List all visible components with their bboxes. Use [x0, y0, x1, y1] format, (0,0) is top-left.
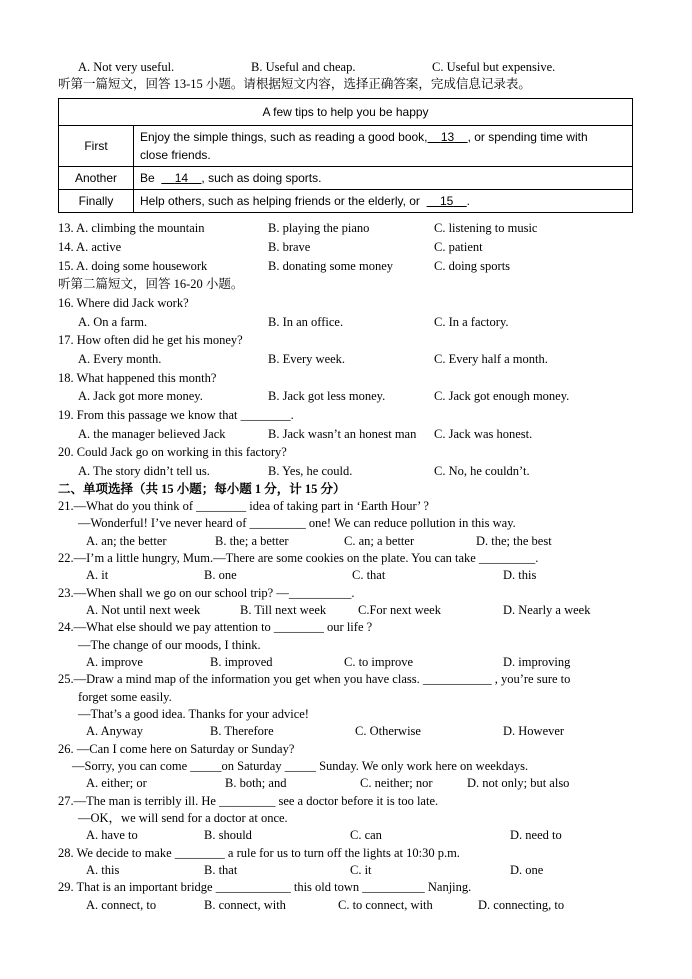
- q29-stem: 29. That is an important bridge ____________ this old town __________ Nanjing.: [58, 880, 472, 894]
- q18-option-b: B. Jack got less money.: [268, 389, 386, 403]
- table-row-label: Finally: [59, 190, 134, 213]
- q20-option-b: B. Yes, he could.: [268, 464, 353, 478]
- q19-option-b: B. Jack wasn’t an honest man: [268, 427, 417, 441]
- q24-stem: 24.—What else should we pay attention to ________ our life ?: [58, 620, 373, 634]
- listening-1-instructions: 听第一篇短文，回答 13-15 小题。请根据短文内容，选择正确答案，完成信息记录表。: [58, 77, 531, 91]
- q29-option-d: D. connecting, to: [478, 898, 565, 912]
- q23-option-c: C.For next week: [358, 603, 441, 617]
- q22-option-a: A. it: [86, 568, 109, 582]
- q27-option-a: A. have to: [86, 828, 138, 842]
- q25-stem-2: forget some easily.: [78, 690, 172, 704]
- q13-option-c: C. listening to music: [434, 221, 538, 235]
- q15-option-c: C. doing sports: [434, 259, 511, 273]
- table-row-content: [134, 126, 633, 167]
- table-row-content: [134, 190, 633, 213]
- row-text: Enjoy the simple things, such as reading a good book,: [140, 130, 428, 144]
- q17-stem: 17. How often did he get his money?: [58, 333, 243, 347]
- q29-option-b: B. connect, with: [204, 898, 286, 912]
- q22-stem: 22.—I’m a little hungry, Mum.—There are some cookies on the plate. You can take _________.: [58, 551, 539, 565]
- q21-option-d: D. the; the best: [476, 534, 552, 548]
- q16-option-a: A. On a farm.: [78, 315, 148, 329]
- q24-option-b: B. improved: [210, 655, 273, 669]
- q13-option-b: B. playing the piano: [268, 221, 370, 235]
- q17-option-b: B. Every week.: [268, 352, 346, 366]
- q24-option-d: D. improving: [503, 655, 571, 669]
- q26-stem-2: —Sorry, you can come _____on Saturday _____ Sunday. We only work here on weekdays.: [72, 759, 529, 773]
- row-text: Help others, such as helping friends or the elderly, or: [140, 194, 420, 208]
- q18-option-c: C. Jack got enough money.: [434, 389, 570, 403]
- table-row-label: First: [59, 126, 134, 167]
- q28-option-d: D. one: [510, 863, 544, 877]
- q27-stem: 27.—The man is terribly ill. He _________ see a doctor before it is too late.: [58, 794, 439, 808]
- q25-option-a: A. Anyway: [86, 724, 143, 738]
- q12-option-a: A. Not very useful.: [78, 60, 175, 74]
- q18-option-a: A. Jack got more money.: [78, 389, 203, 403]
- q23-option-d: D. Nearly a week: [503, 603, 591, 617]
- q26-option-d: D. not only; but also: [467, 776, 570, 790]
- listening-2-instructions: 听第二篇短文，回答 16-20 小题。: [58, 277, 244, 291]
- q21-option-a: A. an; the better: [86, 534, 167, 548]
- q16-option-b: B. In an office.: [268, 315, 344, 329]
- tips-table-title: A few tips to help you be happy: [59, 99, 633, 126]
- q25-stem-3: —That’s a good idea. Thanks for your advice!: [78, 707, 309, 721]
- q13-option-a: 13. A. climbing the mountain: [58, 221, 205, 235]
- q28-option-b: B. that: [204, 863, 238, 877]
- q28-option-c: C. it: [350, 863, 372, 877]
- q20-option-a: A. The story didn’t tell us.: [78, 464, 210, 478]
- tips-table: [58, 98, 633, 213]
- q15-option-a: 15. A. doing some housework: [58, 259, 208, 273]
- q28-option-a: A. this: [86, 863, 120, 877]
- q26-stem: 26. —Can I come here on Saturday or Sunday?: [58, 742, 295, 756]
- q21-option-c: C. an; a better: [344, 534, 415, 548]
- answer-blank-15: [427, 194, 467, 208]
- q28-stem: 28. We decide to make ________ a rule for us to turn off the lights at 10:30 p.m.: [58, 846, 460, 860]
- q21-stem-2: —Wonderful! I’ve never heard of _________ one! We can reduce pollution in this way.: [78, 516, 516, 530]
- q15-option-b: B. donating some money: [268, 259, 393, 273]
- q23-option-b: B. Till next week: [240, 603, 327, 617]
- row-text: .: [466, 194, 470, 208]
- q29-option-c: C. to connect, with: [338, 898, 433, 912]
- q27-option-c: C. can: [350, 828, 382, 842]
- row-text: Be: [140, 171, 155, 185]
- row-text: , such as doing sports.: [201, 171, 322, 185]
- q25-option-b: B. Therefore: [210, 724, 274, 738]
- row-text: close friends.: [140, 148, 211, 162]
- q25-option-c: C. Otherwise: [355, 724, 421, 738]
- answer-blank-14: [161, 171, 201, 185]
- q27-option-b: B. should: [204, 828, 252, 842]
- q16-stem: 16. Where did Jack work?: [58, 296, 189, 310]
- q19-option-a: A. the manager believed Jack: [78, 427, 226, 441]
- q20-option-c: C. No, he couldn’t.: [434, 464, 530, 478]
- blank-number: 13: [440, 130, 455, 144]
- q24-option-c: C. to improve: [344, 655, 414, 669]
- q25-option-d: D. However: [503, 724, 565, 738]
- blank-number: 15: [439, 194, 454, 208]
- q17-option-c: C. Every half a month.: [434, 352, 548, 366]
- q25-stem: 25.—Draw a mind map of the information you get when you have class. ___________ , you’re sure to: [58, 672, 571, 686]
- table-row-label: Another: [59, 167, 134, 190]
- q22-option-c: C. that: [352, 568, 386, 582]
- q23-option-a: A. Not until next week: [86, 603, 201, 617]
- q22-option-b: B. one: [204, 568, 237, 582]
- section-2-title: 二、单项选择（共 15 小题；每小题 1 分，计 15 分）: [58, 482, 346, 496]
- q14-option-a: 14. A. active: [58, 240, 122, 254]
- q20-stem: 20. Could Jack go on working in this factory?: [58, 445, 287, 459]
- q24-stem-2: —The change of our moods, I think.: [78, 638, 261, 652]
- q24-option-a: A. improve: [86, 655, 143, 669]
- q23-stem: 23.—When shall we go on our school trip? —__________.: [58, 586, 355, 600]
- table-row-content: [134, 167, 633, 190]
- q16-option-c: C. In a factory.: [434, 315, 509, 329]
- q22-option-d: D. this: [503, 568, 537, 582]
- q27-option-d: D. need to: [510, 828, 562, 842]
- q18-stem: 18. What happened this month?: [58, 371, 217, 385]
- q19-stem: 19. From this passage we know that ________.: [58, 408, 294, 422]
- q29-option-a: A. connect, to: [86, 898, 157, 912]
- q26-option-a: A. either; or: [86, 776, 147, 790]
- row-text: , or spending time with: [467, 130, 588, 144]
- q27-stem-2: —OK，we will send for a doctor at once.: [78, 811, 288, 825]
- q12-option-b: B. Useful and cheap.: [251, 60, 356, 74]
- q14-option-c: C. patient: [434, 240, 483, 254]
- q17-option-a: A. Every month.: [78, 352, 162, 366]
- q26-option-c: C. neither; nor: [360, 776, 433, 790]
- q14-option-b: B. brave: [268, 240, 311, 254]
- blank-number: 14: [174, 171, 189, 185]
- q26-option-b: B. both; and: [225, 776, 287, 790]
- answer-blank-13: [428, 130, 468, 144]
- q19-option-c: C. Jack was honest.: [434, 427, 533, 441]
- q12-option-c: C. Useful but expensive.: [432, 60, 556, 74]
- q21-stem: 21.—What do you think of ________ idea of taking part in ‘Earth Hour’ ?: [58, 499, 429, 513]
- q21-option-b: B. the; a better: [215, 534, 289, 548]
